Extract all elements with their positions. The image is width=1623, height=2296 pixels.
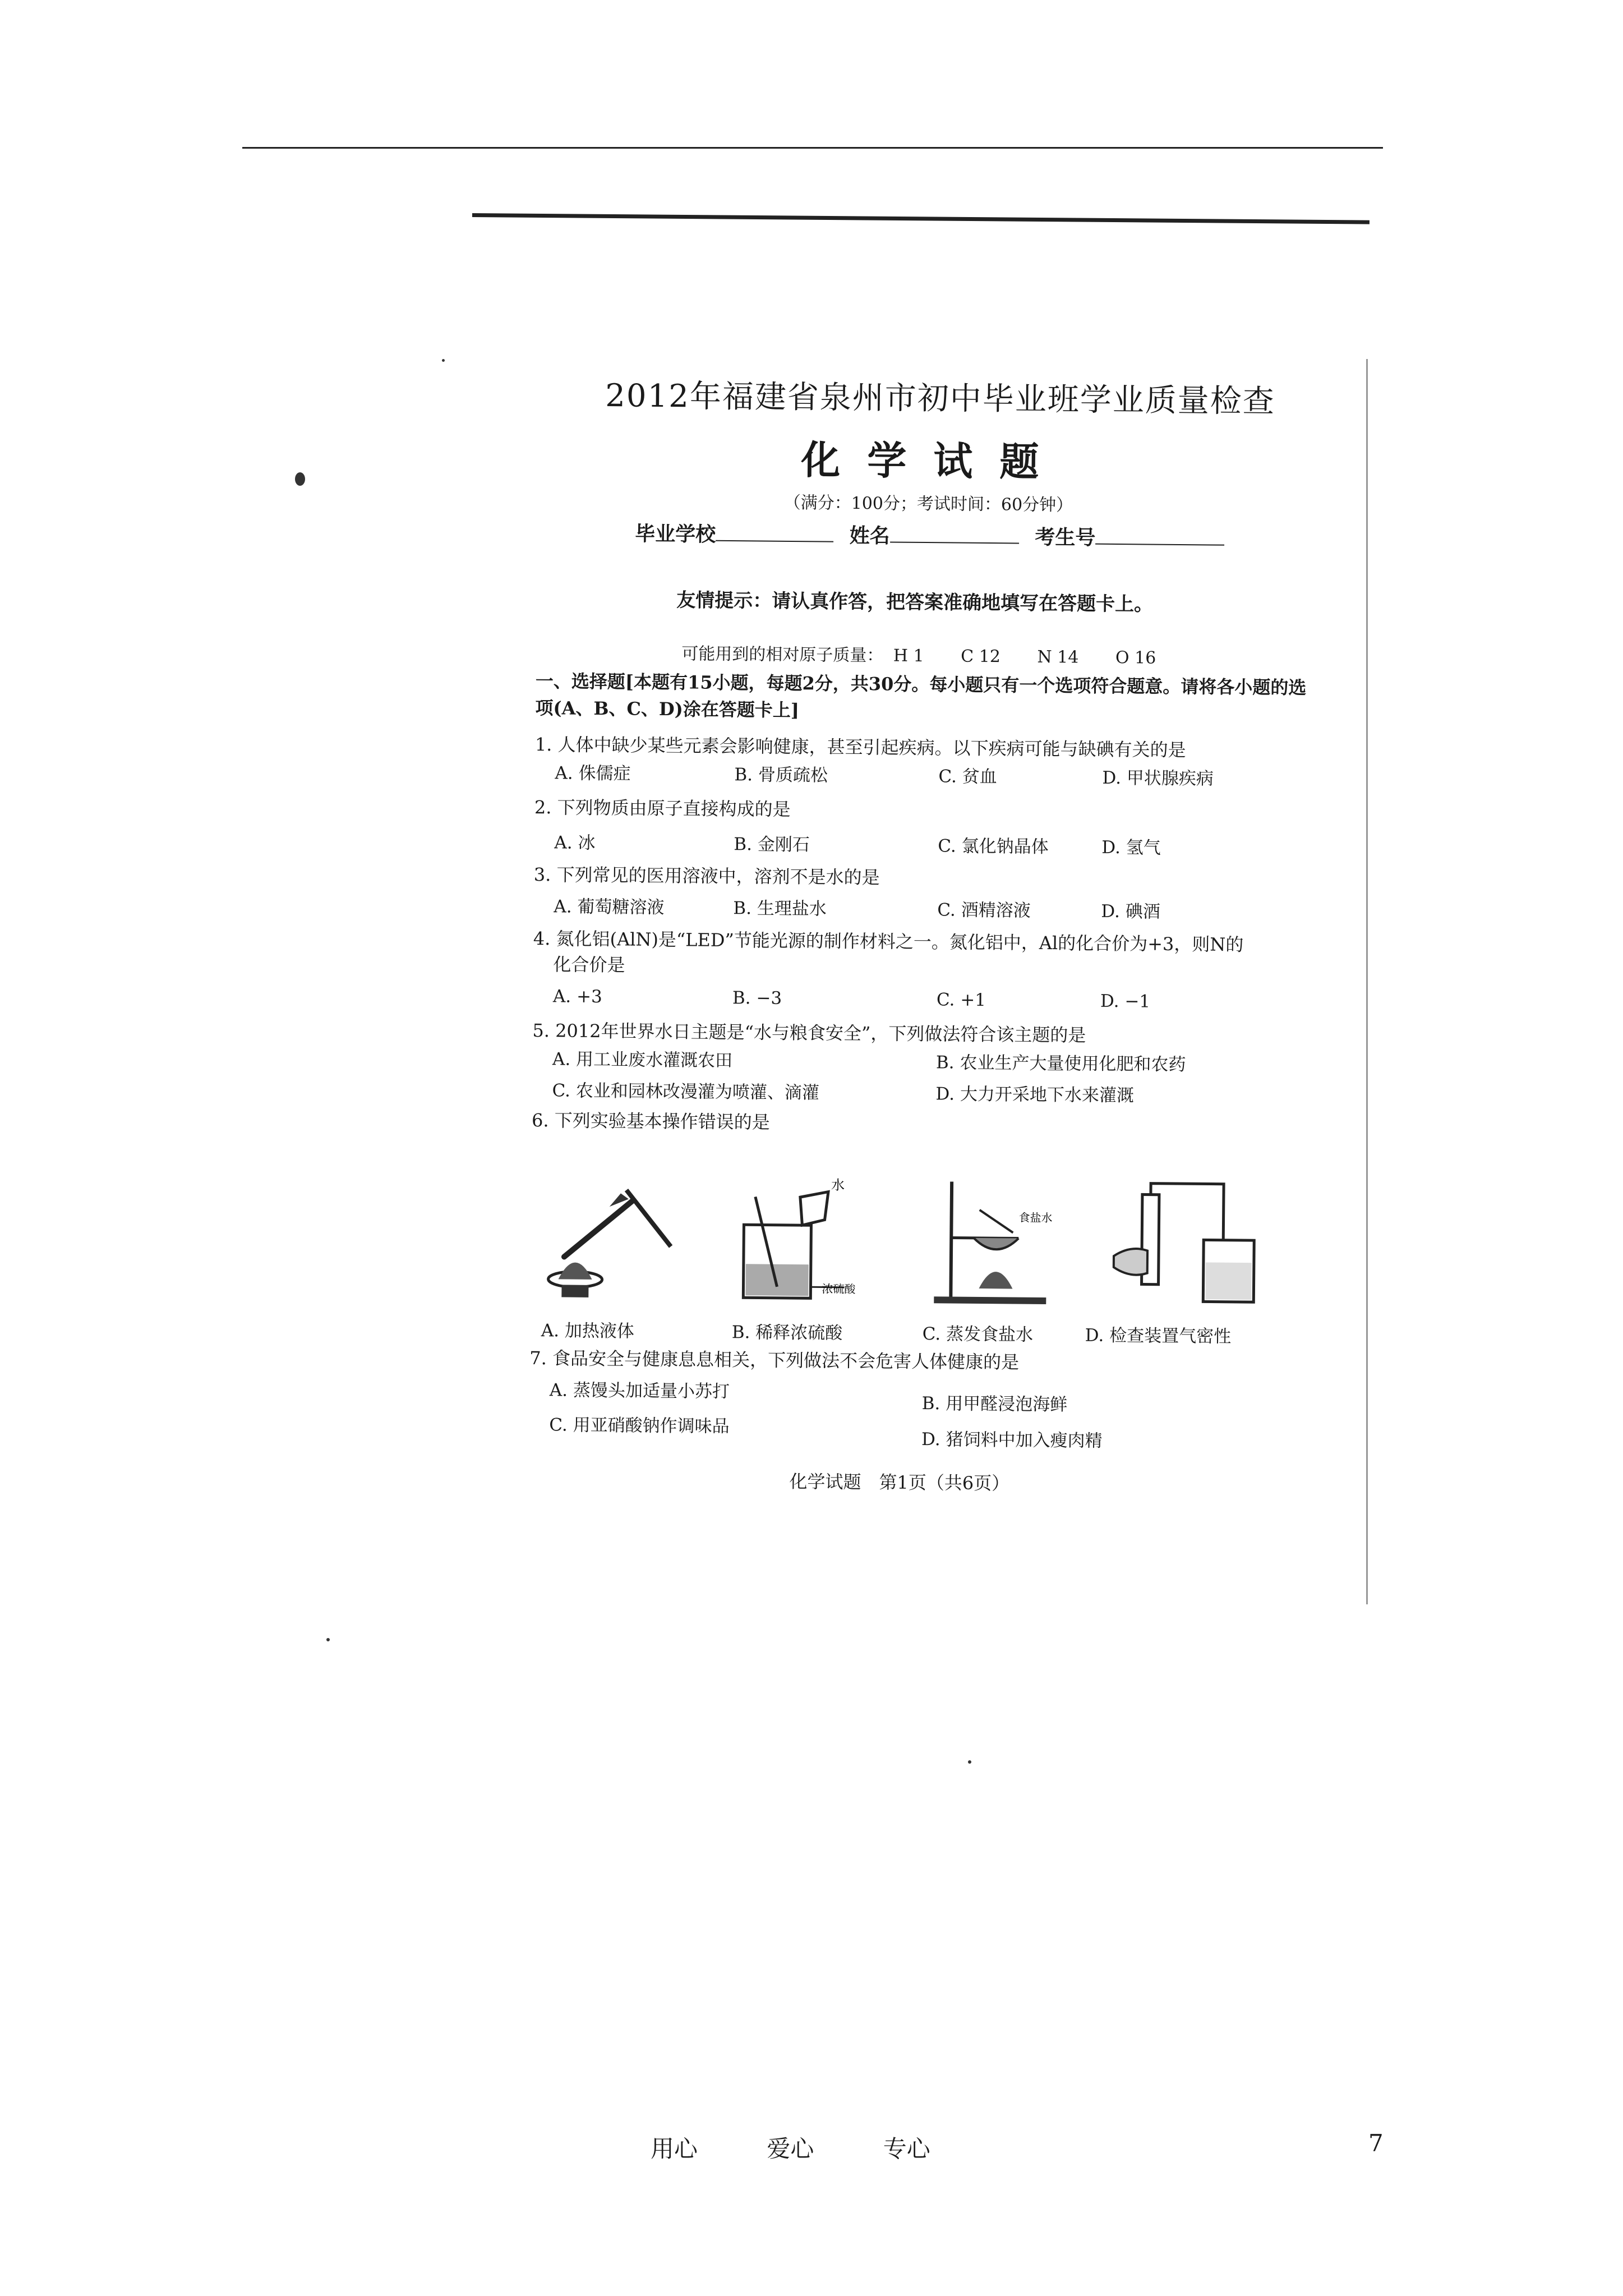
id-label: 考生号 bbox=[1035, 525, 1096, 550]
exam-meta: （满分：100分；考试时间：60分钟） bbox=[783, 493, 1073, 516]
question-6-stem: 6. 下列实验基本操作错误的是 bbox=[531, 1109, 770, 1133]
diluting-acid-illustration bbox=[732, 1174, 879, 1310]
figure-caption-b: B. 稀释浓硫酸 bbox=[731, 1322, 843, 1343]
scan-speck bbox=[326, 1638, 330, 1641]
q4-option-a: A. +3 bbox=[552, 986, 602, 1007]
mass-c: C 12 bbox=[961, 646, 1001, 667]
exam-subtitle: 化学试题 bbox=[801, 436, 1066, 486]
heating-liquid-illustration bbox=[541, 1172, 688, 1308]
question-7-stem: 7. 食品安全与健康息息相关，下列做法不会危害人体健康的是 bbox=[529, 1347, 1020, 1373]
masses-label: 可能用到的相对原子质量： bbox=[681, 644, 884, 666]
airtightness-illustration bbox=[1102, 1177, 1271, 1314]
figure-airtightness-check bbox=[1102, 1177, 1271, 1314]
q5-option-b: B. 农业生产大量使用化肥和农药 bbox=[935, 1052, 1186, 1075]
figure-heating-liquid bbox=[541, 1172, 688, 1308]
scan-border-top bbox=[472, 213, 1370, 224]
question-5-stem: 5. 2012年世界水日主题是“水与粮食安全”，下列做法符合该主题的是 bbox=[532, 1019, 1086, 1046]
q4-option-c: C. +1 bbox=[936, 990, 986, 1011]
mass-h: H 1 bbox=[893, 646, 924, 666]
q1-option-b: B. 骨质疏松 bbox=[734, 765, 828, 786]
q4-option-d: D. −1 bbox=[1100, 991, 1151, 1012]
figure-caption-a: A. 加热液体 bbox=[541, 1320, 635, 1342]
section-title: 一、选择题[本题有15小题，每题2分，共30分。每小题只有一个选项符合题意。请将各小题的选项(A、B、C、D)涂在答题卡上] bbox=[535, 670, 1307, 721]
q3-option-c: C. 酒精溶液 bbox=[937, 900, 1031, 921]
student-info-row bbox=[635, 518, 1225, 552]
question-3-stem: 3. 下列常见的医用溶液中，溶剂不是水的是 bbox=[533, 863, 880, 889]
friendly-tip: 友情提示：请认真作答，把答案准确地填写在答题卡上。 bbox=[676, 589, 1154, 616]
question-4-stem: 4. 氮化铝(AlN)是“LED”节能光源的制作材料之一。氮化铝中，Al的化合价为+3，则N的 bbox=[533, 927, 1244, 956]
acid-label: 浓硫酸 bbox=[822, 1282, 856, 1296]
q2-option-c: C. 氯化钠晶体 bbox=[938, 836, 1049, 857]
q1-option-a: A. 侏儒症 bbox=[555, 763, 631, 784]
mass-o: O 16 bbox=[1115, 648, 1156, 668]
scan-border-right bbox=[1366, 359, 1368, 1604]
question-1-stem: 1. 人体中缺少某些元素会影响健康，甚至引起疾病。以下疾病可能与缺碘有关的是 bbox=[534, 733, 1186, 761]
figure-diluting-acid bbox=[732, 1174, 879, 1310]
motto-3: 专心 bbox=[883, 2135, 930, 2162]
figure-caption-c: C. 蒸发食盐水 bbox=[922, 1324, 1034, 1345]
mass-n: N 14 bbox=[1037, 647, 1079, 668]
q3-option-d: D. 碘酒 bbox=[1101, 901, 1160, 922]
evaporating-saltwater-illustration bbox=[923, 1176, 1069, 1312]
q4-option-b: B. −3 bbox=[732, 988, 782, 1009]
page-number: 7 bbox=[1368, 2129, 1384, 2157]
q2-option-b: B. 金刚石 bbox=[734, 834, 810, 855]
id-blank bbox=[1095, 527, 1224, 546]
scan-speck bbox=[968, 1760, 971, 1764]
scan-speck bbox=[295, 472, 305, 486]
scanned-exam-page bbox=[528, 353, 1335, 1510]
q7-option-c: C. 用亚硝酸钠作调味品 bbox=[549, 1415, 730, 1437]
q7-option-b: B. 用甲醛浸泡海鲜 bbox=[921, 1393, 1068, 1415]
school-blank bbox=[716, 523, 833, 542]
header-rule bbox=[242, 147, 1383, 149]
q5-option-c: C. 农业和园林改漫灌为喷灌、滴灌 bbox=[552, 1080, 819, 1103]
q5-option-a: A. 用工业废水灌溉农田 bbox=[552, 1049, 733, 1071]
scan-speck bbox=[442, 359, 445, 362]
exam-title: 2012年福建省泉州市初中毕业班学业质量检查 bbox=[605, 378, 1276, 420]
exam-page-footer: 化学试题 第1页（共6页） bbox=[789, 1470, 1010, 1494]
motto-1: 用心 bbox=[651, 2135, 698, 2162]
name-blank bbox=[890, 524, 1019, 544]
question-2-stem: 2. 下列物质由原子直接构成的是 bbox=[534, 796, 791, 820]
q3-option-b: B. 生理盐水 bbox=[733, 898, 827, 919]
figure-caption-d: D. 检查装置气密性 bbox=[1085, 1325, 1232, 1347]
water-label: 水 bbox=[831, 1177, 845, 1193]
motto-2: 爱心 bbox=[767, 2135, 814, 2162]
atomic-masses bbox=[681, 639, 1187, 669]
saltwater-label: 食盐水 bbox=[1018, 1211, 1053, 1225]
name-label: 姓名 bbox=[849, 523, 890, 548]
q3-option-a: A. 葡萄糖溶液 bbox=[554, 896, 665, 918]
school-label: 毕业学校 bbox=[635, 522, 716, 546]
q7-option-a: A. 蒸馒头加适量小苏打 bbox=[549, 1380, 730, 1402]
figure-evaporating-saltwater bbox=[923, 1176, 1069, 1312]
q2-option-a: A. 冰 bbox=[554, 832, 596, 853]
footer-motto bbox=[651, 2131, 992, 2164]
question-4-stem-cont: 化合价是 bbox=[553, 954, 625, 976]
q1-option-c: C. 贫血 bbox=[938, 766, 997, 788]
q7-option-d: D. 猪饲料中加入瘦肉精 bbox=[921, 1429, 1103, 1451]
q5-option-d: D. 大力开采地下水来灌溉 bbox=[935, 1084, 1135, 1106]
q1-option-d: D. 甲状腺疾病 bbox=[1102, 767, 1214, 789]
q2-option-d: D. 氢气 bbox=[1101, 837, 1161, 858]
